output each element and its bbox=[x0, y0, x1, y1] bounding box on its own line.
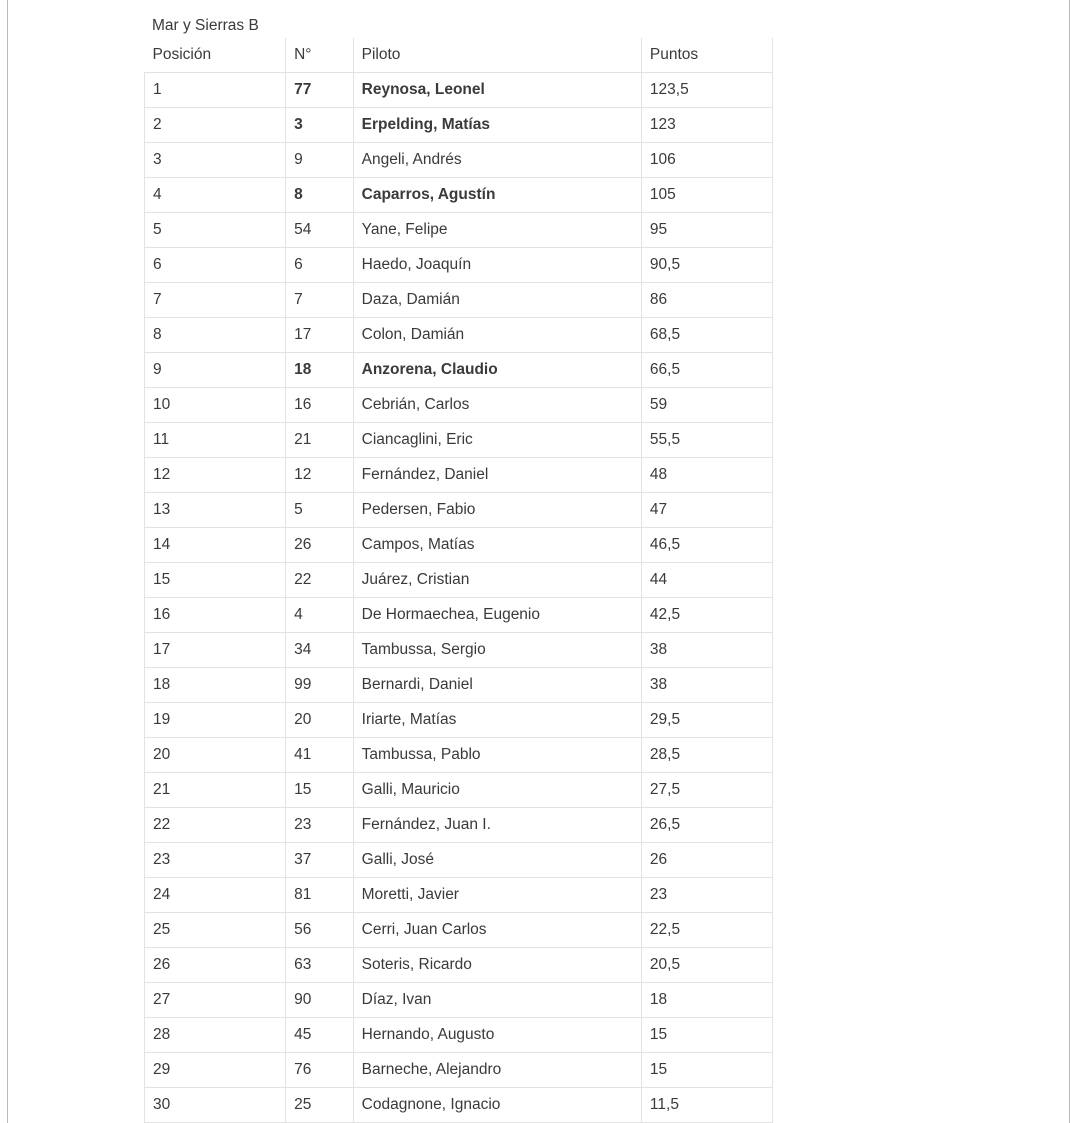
cell-puntos: 38 bbox=[641, 668, 772, 703]
cell-numero: 15 bbox=[286, 773, 354, 808]
cell-numero: 34 bbox=[286, 633, 354, 668]
cell-piloto: Yane, Felipe bbox=[353, 213, 641, 248]
header-puntos: Puntos bbox=[641, 38, 772, 73]
cell-posicion: 21 bbox=[145, 773, 286, 808]
cell-posicion: 20 bbox=[145, 738, 286, 773]
cell-piloto: Barneche, Alejandro bbox=[353, 1053, 641, 1088]
cell-posicion: 29 bbox=[145, 1053, 286, 1088]
cell-puntos: 26,5 bbox=[641, 808, 772, 843]
cell-posicion: 14 bbox=[145, 528, 286, 563]
table-row bbox=[145, 1053, 773, 1088]
cell-piloto: Angeli, Andrés bbox=[353, 143, 641, 178]
table-row bbox=[145, 458, 773, 493]
table-row bbox=[145, 668, 773, 703]
table-row bbox=[145, 248, 773, 283]
cell-numero: 22 bbox=[286, 563, 354, 598]
cell-posicion: 18 bbox=[145, 668, 286, 703]
header-numero: N° bbox=[286, 38, 354, 73]
cell-numero: 20 bbox=[286, 703, 354, 738]
table-row bbox=[145, 353, 773, 388]
table-row bbox=[145, 493, 773, 528]
cell-piloto: De Hormaechea, Eugenio bbox=[353, 598, 641, 633]
cell-numero: 77 bbox=[286, 73, 354, 108]
cell-puntos: 59 bbox=[641, 388, 772, 423]
cell-posicion: 13 bbox=[145, 493, 286, 528]
cell-piloto: Bernardi, Daniel bbox=[353, 668, 641, 703]
table-row bbox=[145, 73, 773, 108]
table-row bbox=[145, 773, 773, 808]
cell-puntos: 123 bbox=[641, 108, 772, 143]
cell-puntos: 68,5 bbox=[641, 318, 772, 353]
cell-numero: 4 bbox=[286, 598, 354, 633]
cell-puntos: 86 bbox=[641, 283, 772, 318]
cell-piloto: Galli, José bbox=[353, 843, 641, 878]
cell-puntos: 38 bbox=[641, 633, 772, 668]
cell-numero: 23 bbox=[286, 808, 354, 843]
table-row bbox=[145, 423, 773, 458]
cell-numero: 21 bbox=[286, 423, 354, 458]
table-row bbox=[145, 108, 773, 143]
cell-piloto: Soteris, Ricardo bbox=[353, 948, 641, 983]
cell-numero: 7 bbox=[286, 283, 354, 318]
cell-posicion: 23 bbox=[145, 843, 286, 878]
cell-posicion: 12 bbox=[145, 458, 286, 493]
cell-piloto: Tambussa, Pablo bbox=[353, 738, 641, 773]
cell-piloto: Juárez, Cristian bbox=[353, 563, 641, 598]
cell-posicion: 16 bbox=[145, 598, 286, 633]
cell-posicion: 27 bbox=[145, 983, 286, 1018]
cell-numero: 54 bbox=[286, 213, 354, 248]
cell-puntos: 27,5 bbox=[641, 773, 772, 808]
cell-puntos: 47 bbox=[641, 493, 772, 528]
cell-puntos: 20,5 bbox=[641, 948, 772, 983]
table-row bbox=[145, 983, 773, 1018]
cell-piloto: Ciancaglini, Eric bbox=[353, 423, 641, 458]
standings-document bbox=[144, 14, 773, 1123]
table-row bbox=[145, 318, 773, 353]
cell-piloto: Pedersen, Fabio bbox=[353, 493, 641, 528]
cell-piloto: Iriarte, Matías bbox=[353, 703, 641, 738]
cell-puntos: 29,5 bbox=[641, 703, 772, 738]
cell-numero: 45 bbox=[286, 1018, 354, 1053]
cell-piloto: Galli, Mauricio bbox=[353, 773, 641, 808]
table-row bbox=[145, 143, 773, 178]
cell-posicion: 11 bbox=[145, 423, 286, 458]
cell-piloto: Cebrián, Carlos bbox=[353, 388, 641, 423]
cell-numero: 63 bbox=[286, 948, 354, 983]
header-posicion: Posición bbox=[145, 38, 286, 73]
table-row bbox=[145, 1018, 773, 1053]
cell-piloto: Campos, Matías bbox=[353, 528, 641, 563]
cell-posicion: 24 bbox=[145, 878, 286, 913]
cell-posicion: 3 bbox=[145, 143, 286, 178]
cell-piloto: Moretti, Javier bbox=[353, 878, 641, 913]
cell-puntos: 44 bbox=[641, 563, 772, 598]
cell-puntos: 48 bbox=[641, 458, 772, 493]
cell-puntos: 26 bbox=[641, 843, 772, 878]
cell-piloto: Reynosa, Leonel bbox=[353, 73, 641, 108]
cell-piloto: Fernández, Juan I. bbox=[353, 808, 641, 843]
cell-puntos: 123,5 bbox=[641, 73, 772, 108]
table-title: Mar y Sierras B bbox=[152, 17, 259, 34]
cell-numero: 17 bbox=[286, 318, 354, 353]
cell-posicion: 17 bbox=[145, 633, 286, 668]
table-row bbox=[145, 178, 773, 213]
cell-numero: 8 bbox=[286, 178, 354, 213]
table-row bbox=[145, 528, 773, 563]
cell-posicion: 5 bbox=[145, 213, 286, 248]
cell-puntos: 42,5 bbox=[641, 598, 772, 633]
cell-numero: 41 bbox=[286, 738, 354, 773]
cell-posicion: 2 bbox=[145, 108, 286, 143]
table-row bbox=[145, 213, 773, 248]
cell-piloto: Fernández, Daniel bbox=[353, 458, 641, 493]
cell-posicion: 30 bbox=[145, 1088, 286, 1123]
cell-posicion: 10 bbox=[145, 388, 286, 423]
cell-puntos: 15 bbox=[641, 1053, 772, 1088]
table-row bbox=[145, 808, 773, 843]
cell-numero: 56 bbox=[286, 913, 354, 948]
cell-puntos: 106 bbox=[641, 143, 772, 178]
cell-numero: 25 bbox=[286, 1088, 354, 1123]
cell-puntos: 95 bbox=[641, 213, 772, 248]
cell-piloto: Cerri, Juan Carlos bbox=[353, 913, 641, 948]
cell-posicion: 9 bbox=[145, 353, 286, 388]
header-piloto: Piloto bbox=[353, 38, 641, 73]
cell-puntos: 90,5 bbox=[641, 248, 772, 283]
table-header-row bbox=[145, 38, 773, 73]
cell-puntos: 22,5 bbox=[641, 913, 772, 948]
table-row bbox=[145, 703, 773, 738]
cell-posicion: 15 bbox=[145, 563, 286, 598]
cell-numero: 81 bbox=[286, 878, 354, 913]
cell-piloto: Colon, Damián bbox=[353, 318, 641, 353]
standings-table bbox=[144, 38, 773, 1123]
table-row bbox=[145, 1088, 773, 1123]
cell-numero: 76 bbox=[286, 1053, 354, 1088]
cell-numero: 90 bbox=[286, 983, 354, 1018]
cell-numero: 16 bbox=[286, 388, 354, 423]
cell-piloto: Daza, Damián bbox=[353, 283, 641, 318]
cell-posicion: 6 bbox=[145, 248, 286, 283]
cell-numero: 6 bbox=[286, 248, 354, 283]
cell-posicion: 22 bbox=[145, 808, 286, 843]
cell-posicion: 25 bbox=[145, 913, 286, 948]
cell-puntos: 18 bbox=[641, 983, 772, 1018]
cell-piloto: Haedo, Joaquín bbox=[353, 248, 641, 283]
cell-numero: 9 bbox=[286, 143, 354, 178]
cell-piloto: Erpelding, Matías bbox=[353, 108, 641, 143]
cell-puntos: 15 bbox=[641, 1018, 772, 1053]
cell-posicion: 1 bbox=[145, 73, 286, 108]
cell-posicion: 19 bbox=[145, 703, 286, 738]
cell-numero: 26 bbox=[286, 528, 354, 563]
table-row bbox=[145, 878, 773, 913]
cell-piloto: Caparros, Agustín bbox=[353, 178, 641, 213]
cell-puntos: 66,5 bbox=[641, 353, 772, 388]
cell-puntos: 23 bbox=[641, 878, 772, 913]
table-row bbox=[145, 598, 773, 633]
cell-numero: 37 bbox=[286, 843, 354, 878]
cell-posicion: 8 bbox=[145, 318, 286, 353]
table-row bbox=[145, 388, 773, 423]
table-row bbox=[145, 633, 773, 668]
cell-numero: 99 bbox=[286, 668, 354, 703]
cell-numero: 3 bbox=[286, 108, 354, 143]
table-row bbox=[145, 563, 773, 598]
cell-puntos: 55,5 bbox=[641, 423, 772, 458]
cell-puntos: 46,5 bbox=[641, 528, 772, 563]
table-row bbox=[145, 843, 773, 878]
table-row bbox=[145, 283, 773, 318]
cell-puntos: 28,5 bbox=[641, 738, 772, 773]
cell-numero: 12 bbox=[286, 458, 354, 493]
cell-posicion: 4 bbox=[145, 178, 286, 213]
cell-numero: 5 bbox=[286, 493, 354, 528]
cell-numero: 18 bbox=[286, 353, 354, 388]
table-row bbox=[145, 913, 773, 948]
cell-puntos: 105 bbox=[641, 178, 772, 213]
table-row bbox=[145, 738, 773, 773]
cell-piloto: Díaz, Ivan bbox=[353, 983, 641, 1018]
cell-piloto: Hernando, Augusto bbox=[353, 1018, 641, 1053]
cell-piloto: Codagnone, Ignacio bbox=[353, 1088, 641, 1123]
cell-posicion: 26 bbox=[145, 948, 286, 983]
cell-piloto: Anzorena, Claudio bbox=[353, 353, 641, 388]
cell-piloto: Tambussa, Sergio bbox=[353, 633, 641, 668]
cell-posicion: 28 bbox=[145, 1018, 286, 1053]
cell-puntos: 11,5 bbox=[641, 1088, 772, 1123]
cell-posicion: 7 bbox=[145, 283, 286, 318]
table-row bbox=[145, 948, 773, 983]
